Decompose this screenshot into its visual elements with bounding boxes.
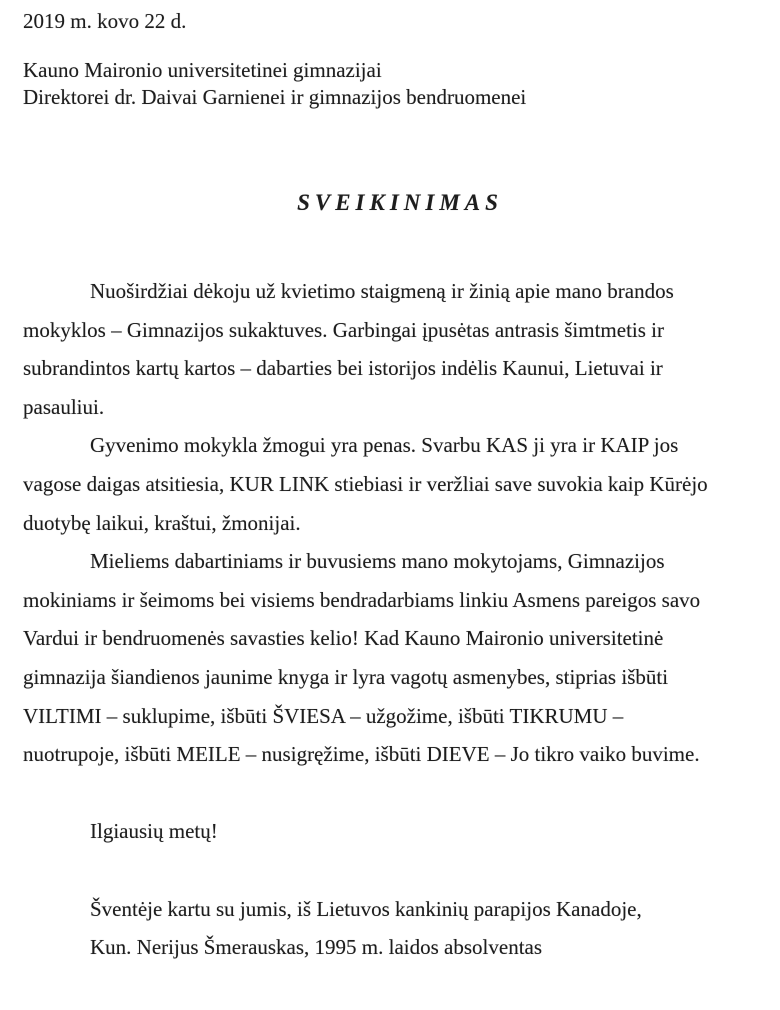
body-paragraph <box>23 272 740 426</box>
body-line: pasauliui. <box>23 394 105 419</box>
body-paragraph <box>23 542 740 774</box>
blank-line <box>23 851 740 890</box>
signature-line-2: Kun. Nerijus Šmerauskas, 1995 m. laidos absolventas <box>90 935 543 960</box>
recipient-block <box>23 57 526 111</box>
body-line: subrandintos kartų kartos – dabarties bei istorijos indėlis Kaunui, Lietuvai ir <box>23 356 663 381</box>
letter-date: 2019 m. kovo 22 d. <box>23 9 187 33</box>
body-line: nuotrupoje, išbūti MEILE – nusigręžime, išbūti DIEVE – Jo tikro vaiko buvime. <box>23 742 700 767</box>
letter-body-paragraphs <box>23 272 740 774</box>
body-line: mokiniams ir šeimoms bei visiems bendradarbiams linkiu Asmens pareigos savo <box>23 587 701 612</box>
letter-title: SVEIKINIMAS <box>297 190 503 215</box>
body-line: Vardui ir bendruomenės savasties kelio! Kad Kauno Maironio universitetinė <box>23 626 664 651</box>
body-paragraph <box>23 426 740 542</box>
closing-wish: Ilgiausių metų! <box>90 819 218 844</box>
body-line: duotybę laikui, kraštui, žmonijai. <box>23 510 301 535</box>
blank-line <box>23 774 740 813</box>
recipient-line-1: Kauno Maironio universitetinei gimnazijai <box>23 58 382 82</box>
body-line: gimnazija šiandienos jaunime knyga ir lyra vagotų asmenybes, stiprias išbūti <box>23 664 669 689</box>
signature-line-1: Šventėje kartu su jumis, iš Lietuvos kankinių parapijos Kanadoje, <box>90 896 642 921</box>
body-line: Nuoširdžiai dėkoju už kvietimo staigmeną ir žinią apie mano brandos <box>90 279 674 303</box>
letter-body <box>23 272 740 967</box>
body-line: vagose daigas atsitiesia, KUR LINK stiebiasi ir veržliai save suvokia kaip Kūrėjo <box>23 471 708 496</box>
body-line: Gyvenimo mokykla žmogui yra penas. Svarbu KAS ji yra ir KAIP jos <box>90 433 679 458</box>
body-line: VILTIMI – suklupime, išbūti ŠVIESA – užgožime, išbūti TIKRUMU – <box>23 703 624 728</box>
body-line: mokyklos – Gimnazijos sukaktuves. Garbingai įpusėtas antrasis šimtmetis ir <box>23 317 665 342</box>
body-line: Mieliems dabartiniams ir buvusiems mano mokytojams, Gimnazijos <box>90 549 665 574</box>
recipient-line-2: Direktorei dr. Daivai Garnienei ir gimnazijos bendruomenei <box>23 85 527 109</box>
